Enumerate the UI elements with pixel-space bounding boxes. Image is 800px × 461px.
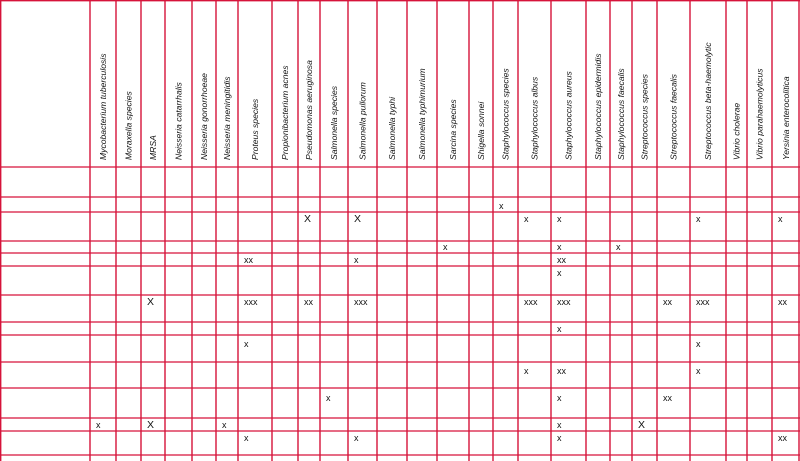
- grid-mark: x: [778, 214, 783, 224]
- column-header: Salmonella species: [329, 85, 339, 160]
- grid-mark: xx: [244, 255, 253, 265]
- grid-mark: x: [616, 242, 621, 252]
- column-header: Vibrio parahaemolyticus: [754, 68, 765, 160]
- grid-mark: x: [557, 324, 562, 334]
- column-header: Streptococcus beta-haemolytic: [703, 42, 713, 160]
- column-header: Shigella sonnei: [476, 101, 486, 160]
- column-header: Neisseria catarrhalis: [173, 82, 184, 160]
- grid-mark: X: [638, 419, 646, 431]
- grid-mark: xx: [663, 297, 672, 307]
- grid-mark: x: [354, 255, 359, 265]
- column-header: MRSA: [148, 135, 158, 160]
- column-header: Neisseria gonorrhoeae: [199, 73, 209, 160]
- grid-mark: x: [443, 242, 448, 252]
- grid-mark: x: [96, 420, 101, 430]
- column-header: Propionibacterium acnes: [280, 65, 290, 160]
- grid-mark: xx: [304, 297, 313, 307]
- grid-mark: x: [557, 433, 562, 443]
- grid-mark: x: [557, 420, 562, 430]
- grid-mark: x: [696, 339, 701, 349]
- column-header: Moraxella species: [123, 91, 134, 160]
- column-header: Sarcina species: [448, 99, 458, 160]
- grid-mark: X: [147, 296, 155, 308]
- grid-mark: xx: [557, 366, 566, 376]
- column-header: Staphylococcus faecalis: [616, 68, 626, 160]
- column-header: Staphylococcus aureus: [563, 71, 574, 160]
- grid-mark: xxx: [354, 297, 368, 307]
- grid-mark: X: [147, 419, 155, 431]
- grid-mark: xx: [557, 255, 566, 265]
- grid-mark: xxx: [524, 297, 538, 307]
- grid-mark: xxx: [244, 297, 258, 307]
- column-header: Neisseria meningitidis: [222, 76, 232, 160]
- grid-mark: x: [524, 214, 529, 224]
- column-header: Staphylococcus epidermidis: [593, 53, 603, 160]
- grid-mark: x: [222, 420, 227, 430]
- column-header: Proteus species: [250, 98, 260, 160]
- grid-mark: x: [557, 242, 562, 252]
- grid-mark: x: [244, 339, 249, 349]
- grid-mark: x: [244, 433, 249, 443]
- grid-mark: x: [354, 433, 359, 443]
- grid-mark: x: [557, 393, 562, 403]
- column-header: Yersinia enterocolitica: [781, 76, 791, 160]
- column-header: Streptococcus species: [639, 74, 650, 160]
- column-headers: [98, 42, 791, 160]
- column-header: Pseudomonas aeruginosa: [304, 60, 314, 160]
- grid-mark: x: [326, 393, 331, 403]
- grid-mark: xx: [663, 393, 672, 403]
- column-header: Staphylococcus species: [500, 68, 511, 160]
- grid-mark: xx: [778, 433, 787, 443]
- column-header: Salmonella typhi: [387, 96, 397, 160]
- grid-mark: X: [354, 213, 362, 225]
- column-header: Staphylococcus albus: [529, 76, 540, 160]
- column-header: Vibrio cholerae: [731, 102, 742, 160]
- grid-mark: X: [304, 213, 312, 225]
- column-header: Mycobacterium tuberculosis: [98, 53, 108, 160]
- column-header: Salmonella pullorum: [357, 82, 368, 160]
- column-header: Salmonella typhimurium: [417, 68, 427, 160]
- grid-mark: x: [696, 366, 701, 376]
- grid-mark: xxx: [557, 297, 571, 307]
- grid-mark: xx: [778, 297, 787, 307]
- grid-mark: x: [499, 201, 504, 211]
- grid-mark: xxx: [696, 297, 710, 307]
- grid-mark: x: [557, 214, 562, 224]
- column-header: Streptococcus faecalis: [668, 74, 679, 160]
- grid-mark: x: [557, 268, 562, 278]
- grid-mark: x: [524, 366, 529, 376]
- grid-mark: x: [696, 214, 701, 224]
